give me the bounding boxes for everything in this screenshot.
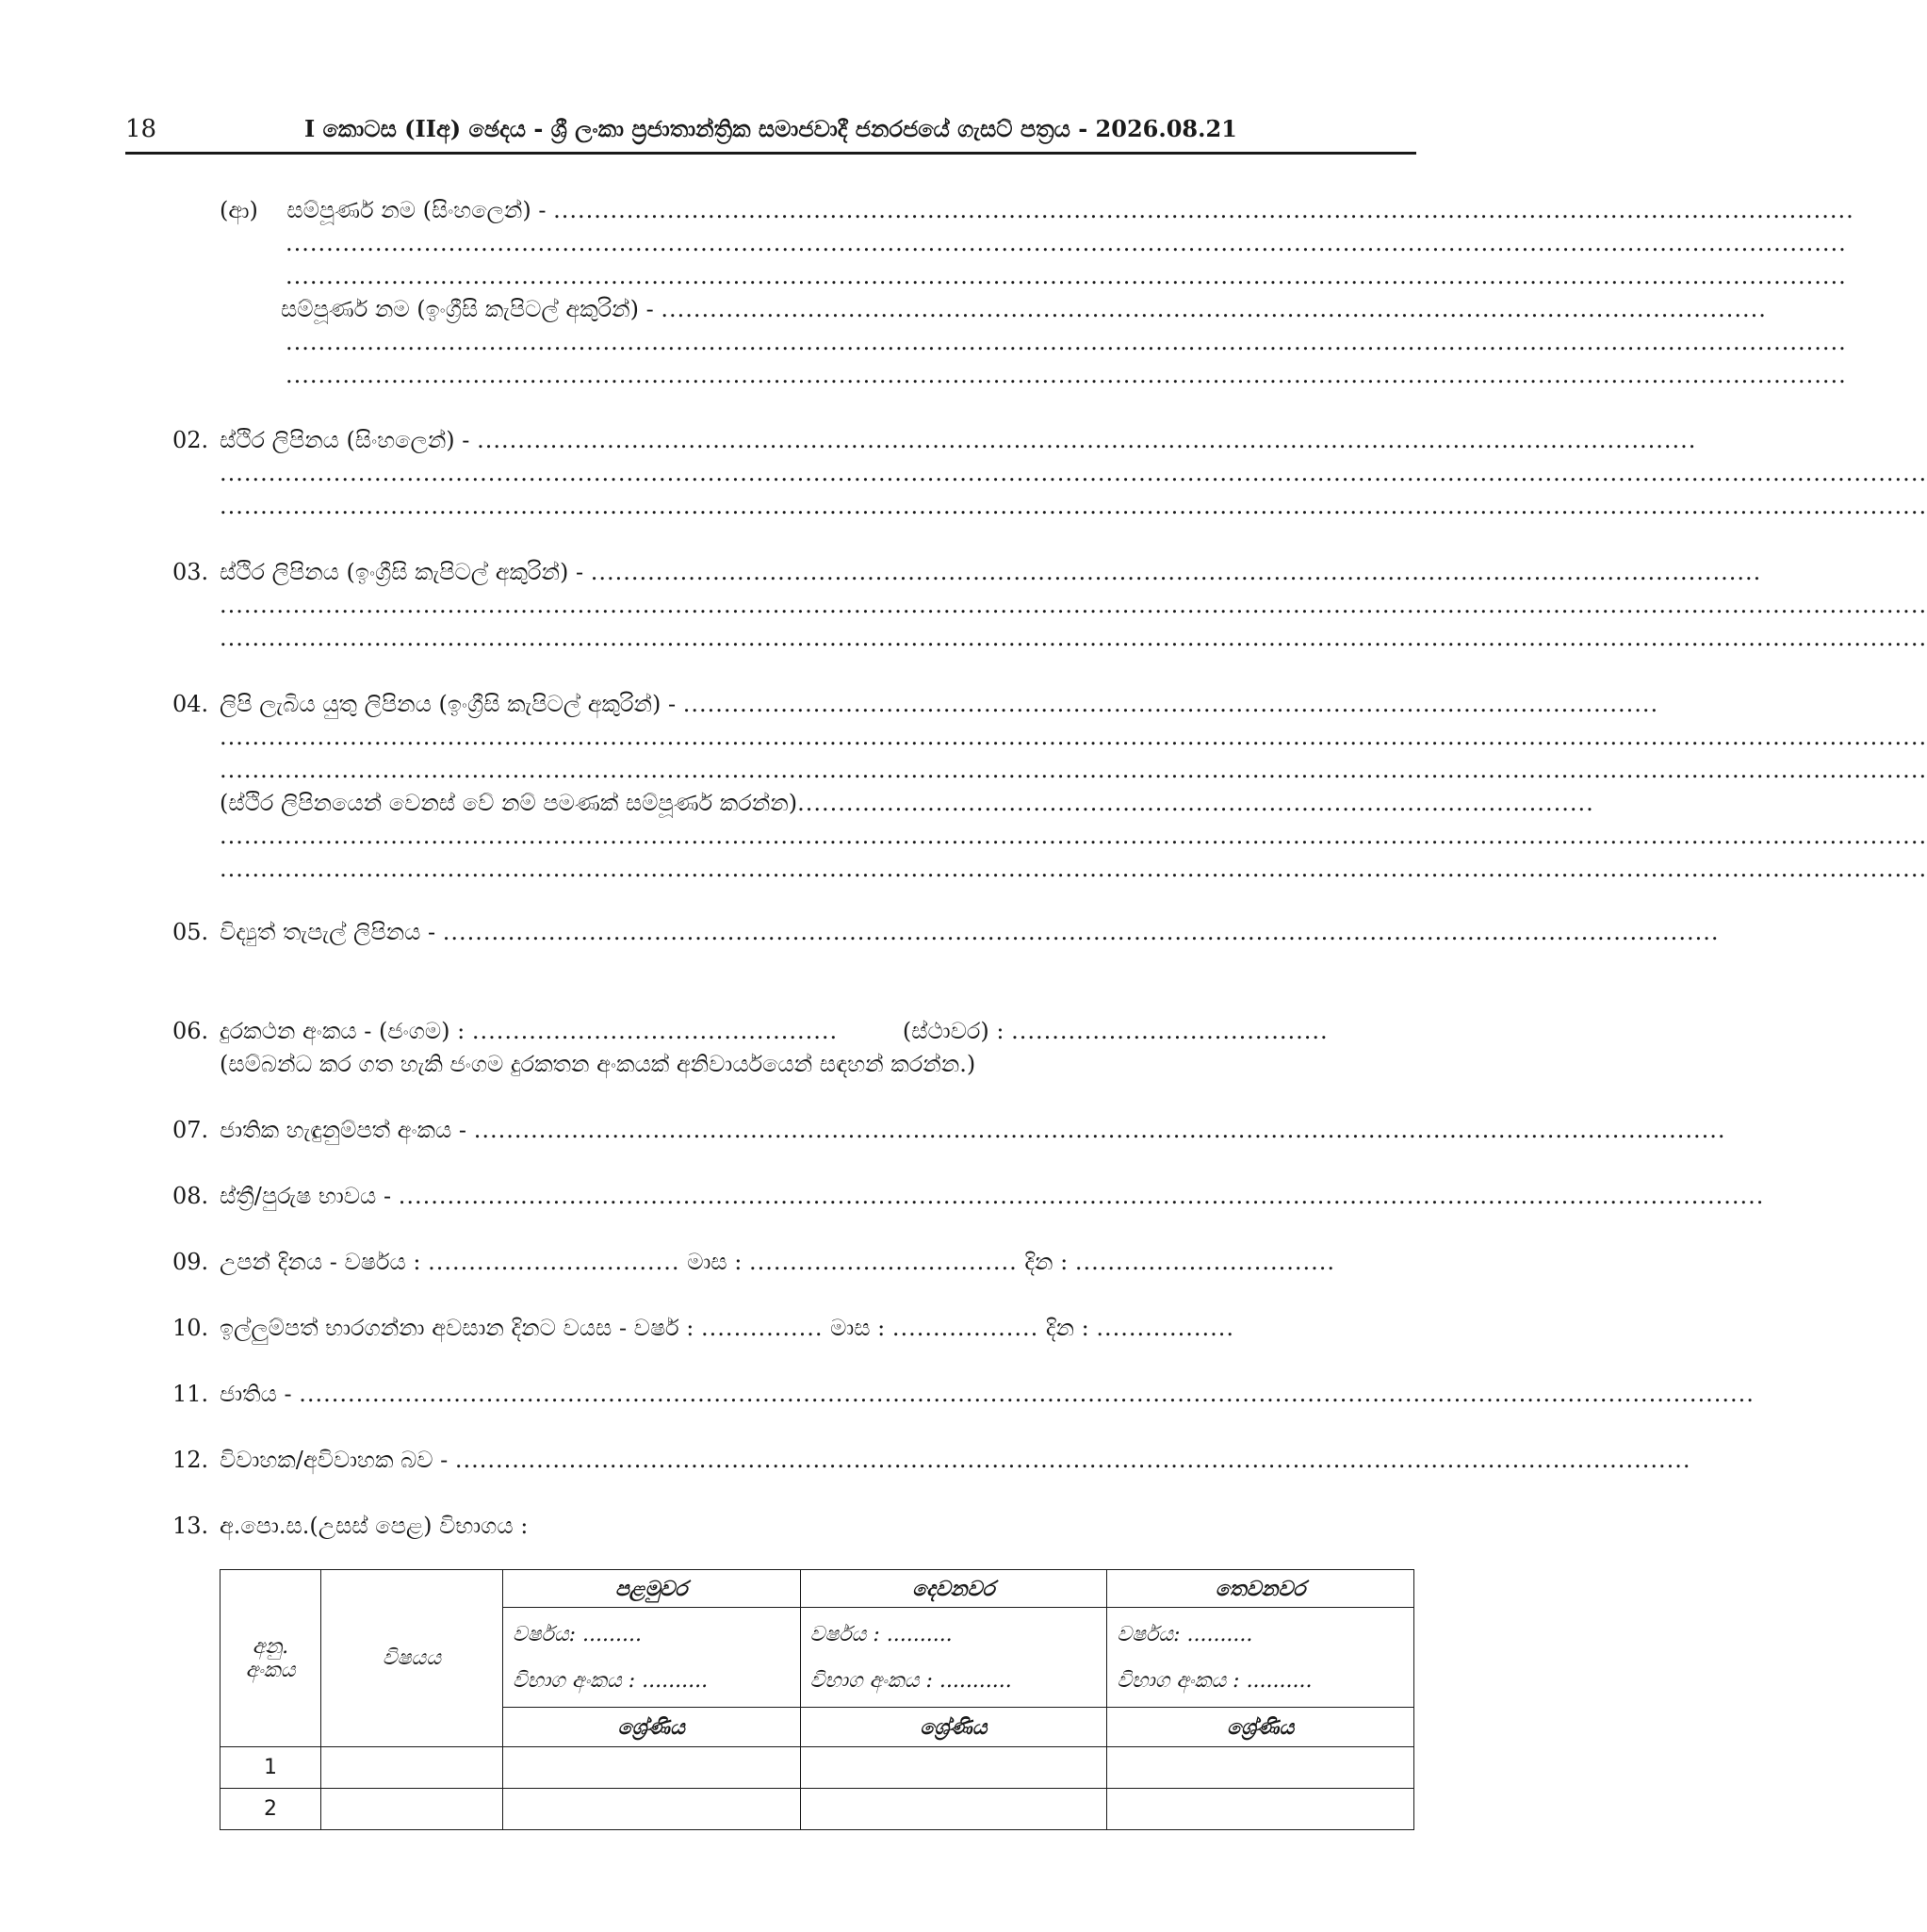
grade-cell[interactable] — [1107, 1747, 1414, 1789]
subject-cell[interactable] — [320, 1747, 502, 1789]
full-name-en-row: සම්පූර්ණ නම (ඉංග්‍රීසි කැපිටල් අකුරින්) - ........................................................................................................................................ — [281, 296, 1767, 322]
header-rule — [125, 152, 1416, 155]
q08-label: ස්ත්‍රී/පුරුෂ භාවය - — [220, 1183, 392, 1209]
year-label: වර්ෂය : .......... — [809, 1622, 953, 1646]
q06-label: දුරකථන අංකය - (ජංගම) : — [220, 1018, 465, 1044]
q07-row: 07. ජාතික හැඳුනුම්පත් අංකය - .......................................................................................................................................................... — [172, 1117, 1726, 1143]
q04-note: (ස්ථිර ලිපිනයෙන් වෙනස් වේ නම් පමණක් සම්පූර්ණ කරන්න) — [220, 790, 798, 816]
dotted-line: .................................................................................................................................................................................................................. — [220, 823, 1927, 849]
dotted-line: .................................................................................................................................................................................................................. — [220, 460, 1927, 486]
attempt-1-header: පළමුවර — [502, 1570, 800, 1608]
q12-number: 12. — [172, 1447, 209, 1473]
dotted-line: .................................................................................................................................................................................................................. — [220, 757, 1927, 783]
dotted-line: ................................................................................................................................................................................................ — [286, 329, 1847, 355]
subject-cell[interactable] — [320, 1789, 502, 1830]
grade-header: ශ්‍රේණිය — [800, 1708, 1107, 1747]
q06-note-row — [220, 1049, 1200, 1081]
dotted-line: .................................................................................................................................................................................................................. — [220, 592, 1927, 618]
index-label: විභාග අංකය : ........... — [809, 1668, 1012, 1693]
q09-row: 09. උපන් දිනය - වර්ෂය : ............................... මාස : ................................. දින : ................................ — [172, 1249, 1335, 1275]
q10-month-label: මාස : — [830, 1315, 886, 1341]
dotted-line: .................................................................................................................................................................................................................. — [220, 724, 1927, 750]
table-row — [220, 1789, 1414, 1830]
page-header — [125, 111, 1416, 149]
dotted-line: .................................................................................................................................................................................................................. — [220, 625, 1927, 651]
dotted-line: .................................................................................................................................................................................................................. — [220, 493, 1927, 519]
q06-number: 06. — [172, 1018, 209, 1044]
page-number: 18 — [125, 115, 157, 143]
q08-number: 08. — [172, 1183, 209, 1209]
q09-month-label: මාස : — [687, 1249, 743, 1275]
year-label: වර්ෂය: ......... — [512, 1622, 642, 1646]
q13-row — [172, 1511, 1200, 1543]
q06-fixed-label: (ස්ථාවර) : — [902, 1018, 1004, 1044]
q04-number: 04. — [172, 691, 209, 717]
q04-note-row: (ස්ථිර ලිපිනයෙන් වෙනස් වේ නම් පමණක් සම්පූර්ණ කරන්න).................................................................................................. — [220, 790, 1594, 816]
attempt-3-header: තෙවනවර — [1107, 1570, 1414, 1608]
q06-row: 06. දුරකථන අංකය - (ජංගම) : ............................................. (ස්ථාවර) : ....................................... — [172, 1018, 1329, 1044]
item-prefix: (ආ) — [220, 197, 258, 223]
q11-number: 11. — [172, 1381, 209, 1407]
row-number: 2 — [220, 1789, 321, 1830]
attempt-2-details — [800, 1608, 1107, 1708]
q13-label: අ.පො.ස.(උසස් පෙළ) විභාගය : — [220, 1513, 529, 1539]
q13-number: 13. — [172, 1513, 209, 1539]
q12-row: 12. විවාහක/අවිවාහක බව - ........................................................................................................................................................ — [172, 1447, 1691, 1473]
grade-header: ශ්‍රේණිය — [1107, 1708, 1414, 1747]
grade-cell[interactable] — [800, 1747, 1107, 1789]
q10-label: ඉල්ලුම්පත් භාරගන්නා අවසාන දිනට වයස - වර්ෂ : — [220, 1315, 694, 1341]
q09-number: 09. — [172, 1249, 209, 1275]
gazette-title: I කොටස (IIඅ) ඡෙදය - ශ්‍රී ලංකා ප්‍රජාතාන්ත්‍රික සමාජවාදී ජනරජයේ ගැසට් පත්‍රය - 2026.08.21 — [304, 115, 1237, 142]
full-name-en-label: සම්පූර්ණ නම (ඉංග්‍රීසි කැපිටල් අකුරින්) - — [281, 296, 654, 322]
q03-label: ස්ථිර ලිපිනය (ඉංග්‍රීසි කැපිටල් අකුරින්) - — [220, 559, 584, 585]
full-name-si-label: සම්පූර්ණ නම (සිංහලෙන්) - — [286, 197, 547, 223]
q11-row: 11. ජාතිය - ................................................................................................................................................................................... — [172, 1381, 1755, 1407]
grade-cell[interactable] — [800, 1789, 1107, 1830]
dotted-line: ................................................................................................................................................................................................ — [286, 230, 1847, 256]
grade-cell[interactable] — [1107, 1789, 1414, 1830]
q02-label: ස්ථිර ලිපිනය (සිංහලෙන්) - — [220, 427, 470, 453]
q09-label: උපන් දිනය - වර්ෂය : — [220, 1249, 421, 1275]
dotted-line: ................................................................................................................................................................................................ — [286, 263, 1847, 289]
q04-label: ලිපි ලැබිය යුතු ලිපිනය (ඉංග්‍රීසි කැපිටල් අකුරින්) - — [220, 691, 677, 717]
q09-day-label: දින : — [1024, 1249, 1069, 1275]
full-name-si-row: (ආ) සම්පූර්ණ නම (සිංහලෙන්) - ................................................................................................................................................................ — [220, 197, 1854, 223]
index-label: විභාග අංකය : .......... — [1117, 1668, 1313, 1693]
grade-cell[interactable] — [502, 1789, 800, 1830]
attempt-3-details — [1107, 1608, 1414, 1708]
grade-cell[interactable] — [502, 1747, 800, 1789]
dotted-line: ................................................................................................................................................................................................ — [286, 362, 1847, 388]
col-serial-header: අනු. අංකය — [220, 1570, 321, 1747]
q02-row: 02. ස්ථිර ලිපිනය (සිංහලෙන්) - ...................................................................................................................................................... — [172, 427, 1697, 453]
q05-row: 05. විද්‍යුත් තැපැල් ලිපිනය - ............................................................................................................................................................. — [172, 919, 1720, 945]
index-label: විභාග අංකය : .......... — [512, 1668, 709, 1693]
dotted-line: .................................................................................................................................................................................................................. — [220, 856, 1927, 882]
col-subject-header: විෂයය — [320, 1570, 502, 1747]
q03-row: 03. ස්ථිර ලිපිනය (ඉංග්‍රීසි කැපිටල් අකුරින්) - ................................................................................................................................................ — [172, 559, 1762, 585]
q06-note: (සම්බන්ධ කර ගත හැකි ජංගම දුරකතන අංකයක් අනිවාර්යයෙන් සඳහන් කරන්න.) — [220, 1051, 976, 1077]
q08-row: 08. ස්ත්‍රී/පුරුෂ භාවය - ........................................................................................................................................................................ — [172, 1183, 1765, 1209]
table-row — [220, 1747, 1414, 1789]
year-label: වර්ෂය: .......... — [1117, 1622, 1253, 1646]
q12-label: විවාහක/අවිවාහක බව - — [220, 1447, 449, 1473]
q05-label: විද්‍යුත් තැපැල් ලිපිනය - — [220, 919, 436, 945]
attempt-1-details — [502, 1608, 800, 1708]
row-number: 1 — [220, 1747, 321, 1789]
q10-number: 10. — [172, 1315, 209, 1341]
q07-label: ජාතික හැඳුනුම්පත් අංකය - — [220, 1117, 467, 1143]
grade-header: ශ්‍රේණිය — [502, 1708, 800, 1747]
q11-label: ජාතිය - — [220, 1381, 292, 1407]
q05-number: 05. — [172, 919, 209, 945]
q10-day-label: දින : — [1045, 1315, 1089, 1341]
attempt-2-header: දෙවනවර — [800, 1570, 1107, 1608]
q07-number: 07. — [172, 1117, 209, 1143]
q10-row: 10. ඉල්ලුම්පත් භාරගන්නා අවසාන දිනට වයස - වර්ෂ : ............... මාස : .................. දින : ................. — [172, 1315, 1235, 1341]
q02-number: 02. — [172, 427, 209, 453]
q03-number: 03. — [172, 559, 209, 585]
al-results-table — [220, 1569, 1414, 1830]
q04-row: 04. ලිපි ලැබිය යුතු ලිපිනය (ඉංග්‍රීසි කැපිටල් අකුරින්) - ........................................................................................................................ — [172, 691, 1659, 717]
